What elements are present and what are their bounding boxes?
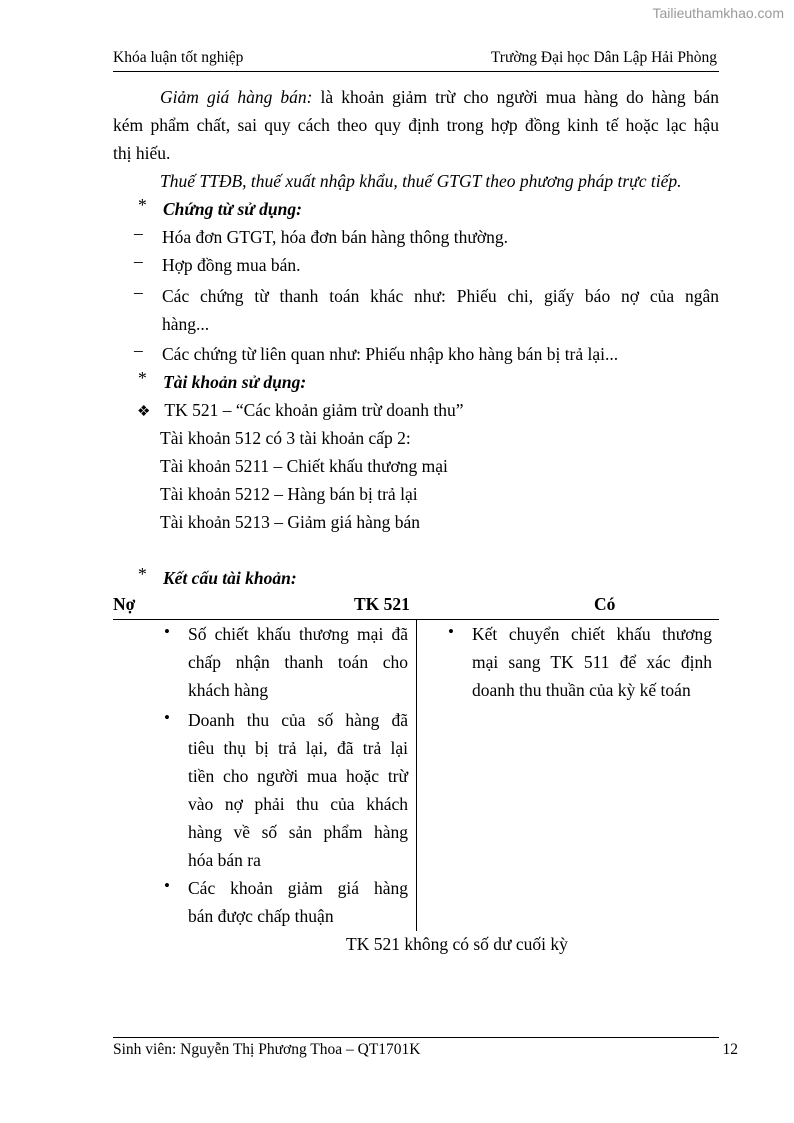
header-university: Trường Đại học Dân Lập Hải Phòng: [490, 49, 717, 66]
page-number: 12: [722, 1041, 738, 1058]
account-line: [137, 396, 464, 426]
section2-marker: *: [138, 368, 147, 388]
header-thesis-label: Khóa luận tốt nghiệp: [113, 49, 244, 66]
t-account-vertical-rule: [416, 619, 417, 931]
section1-title: Chứng từ sử dụng:: [163, 199, 302, 219]
debit-item2-line1: Doanh thu của số hàng đã: [188, 710, 408, 730]
item2-text: Hợp đồng mua bán.: [162, 255, 301, 275]
account-name: TK 521 – “Các khoản giảm trừ doanh thu”: [164, 400, 464, 420]
para2: Thuế TTĐB, thuế xuất nhập khẩu, thuế GTGT theo phương pháp trực tiếp.: [160, 171, 682, 191]
section1-marker: *: [138, 195, 147, 215]
watermark: Tailieuthamkhao.com: [652, 5, 784, 21]
t-account-credit-label: Có: [594, 594, 616, 614]
debit-item2-line5: hàng về số sản phẩm hàng: [188, 822, 408, 842]
para1-line2: kém phẩm chất, sai quy cách theo quy định trong hợp đồng kinh tế hoặc lạc hậu: [113, 115, 719, 135]
item1-text: Hóa đơn GTGT, hóa đơn bán hàng thông thường.: [162, 227, 509, 247]
item3-text-line2: hàng...: [162, 314, 210, 334]
debit-item2-line3: tiền cho người mua hoặc trừ: [188, 766, 408, 786]
debit-item1-line3: khách hàng: [188, 680, 269, 700]
credit-item1-line3: doanh thu thuần của kỳ kế toán: [472, 680, 691, 700]
footer-student: Sinh viên: Nguyễn Thị Phương Thoa – QT1701K: [113, 1041, 421, 1058]
t-account-note: TK 521 không có số dư cuối kỳ: [346, 934, 568, 954]
item2-dash: –: [134, 251, 143, 271]
debit-item3-bullet: •: [164, 876, 170, 895]
footer-rule: [113, 1037, 719, 1038]
diamond-bullet-icon: ❖: [137, 404, 151, 420]
t-account-debit-label: Nợ: [113, 594, 136, 614]
debit-item2-line6: hóa bán ra: [188, 850, 261, 870]
para1-line1: [160, 83, 719, 111]
item3-dash: –: [134, 282, 143, 302]
section2-title: Tài khoản sử dụng:: [163, 372, 307, 392]
item4-text: Các chứng từ liên quan như: Phiếu nhập kho hàng bán bị trả lại...: [162, 344, 619, 364]
debit-item3-line1: Các khoản giảm giá hàng: [188, 878, 408, 898]
sub-account-5211: Tài khoản 5211 – Chiết khấu thương mại: [160, 456, 448, 476]
section3-title: Kết cấu tài khoản:: [163, 568, 297, 588]
debit-item1-line1: Số chiết khấu thương mại đã: [188, 624, 408, 644]
section3-marker: *: [138, 564, 147, 584]
debit-item1-line2: chấp nhận thanh toán cho: [188, 652, 408, 672]
header-rule: [113, 71, 719, 72]
debit-item1-bullet: •: [164, 622, 170, 641]
debit-item2-bullet: •: [164, 708, 170, 727]
credit-item1-line2: mại sang TK 511 để xác định: [472, 652, 712, 672]
credit-item1-line1: Kết chuyển chiết khấu thương: [472, 624, 712, 644]
item1-dash: –: [134, 223, 143, 243]
para1-line1-rest: là khoản giảm trừ cho người mua hàng do hàng bán: [312, 87, 719, 107]
debit-item3-line2: bán được chấp thuận: [188, 906, 334, 926]
debit-item2-line2: tiêu thụ bị trả lại, đã trả lại: [188, 738, 408, 758]
para1-line3: thị hiếu.: [113, 143, 171, 163]
t-account-name: TK 521: [354, 594, 410, 614]
sub-account-5212: Tài khoản 5212 – Hàng bán bị trả lại: [160, 484, 418, 504]
debit-item2-line4: vào nợ phải thu của khách: [188, 794, 408, 814]
item3-text-line1: Các chứng từ thanh toán khác như: Phiếu chi, giấy báo nợ của ngân: [162, 286, 719, 306]
sub-account-intro: Tài khoản 512 có 3 tài khoản cấp 2:: [160, 428, 411, 448]
sub-account-5213: Tài khoản 5213 – Giảm giá hàng bán: [160, 512, 421, 532]
para1-lead: Giảm giá hàng bán:: [160, 87, 313, 107]
item4-dash: –: [134, 340, 143, 360]
credit-item1-bullet: •: [448, 622, 454, 641]
